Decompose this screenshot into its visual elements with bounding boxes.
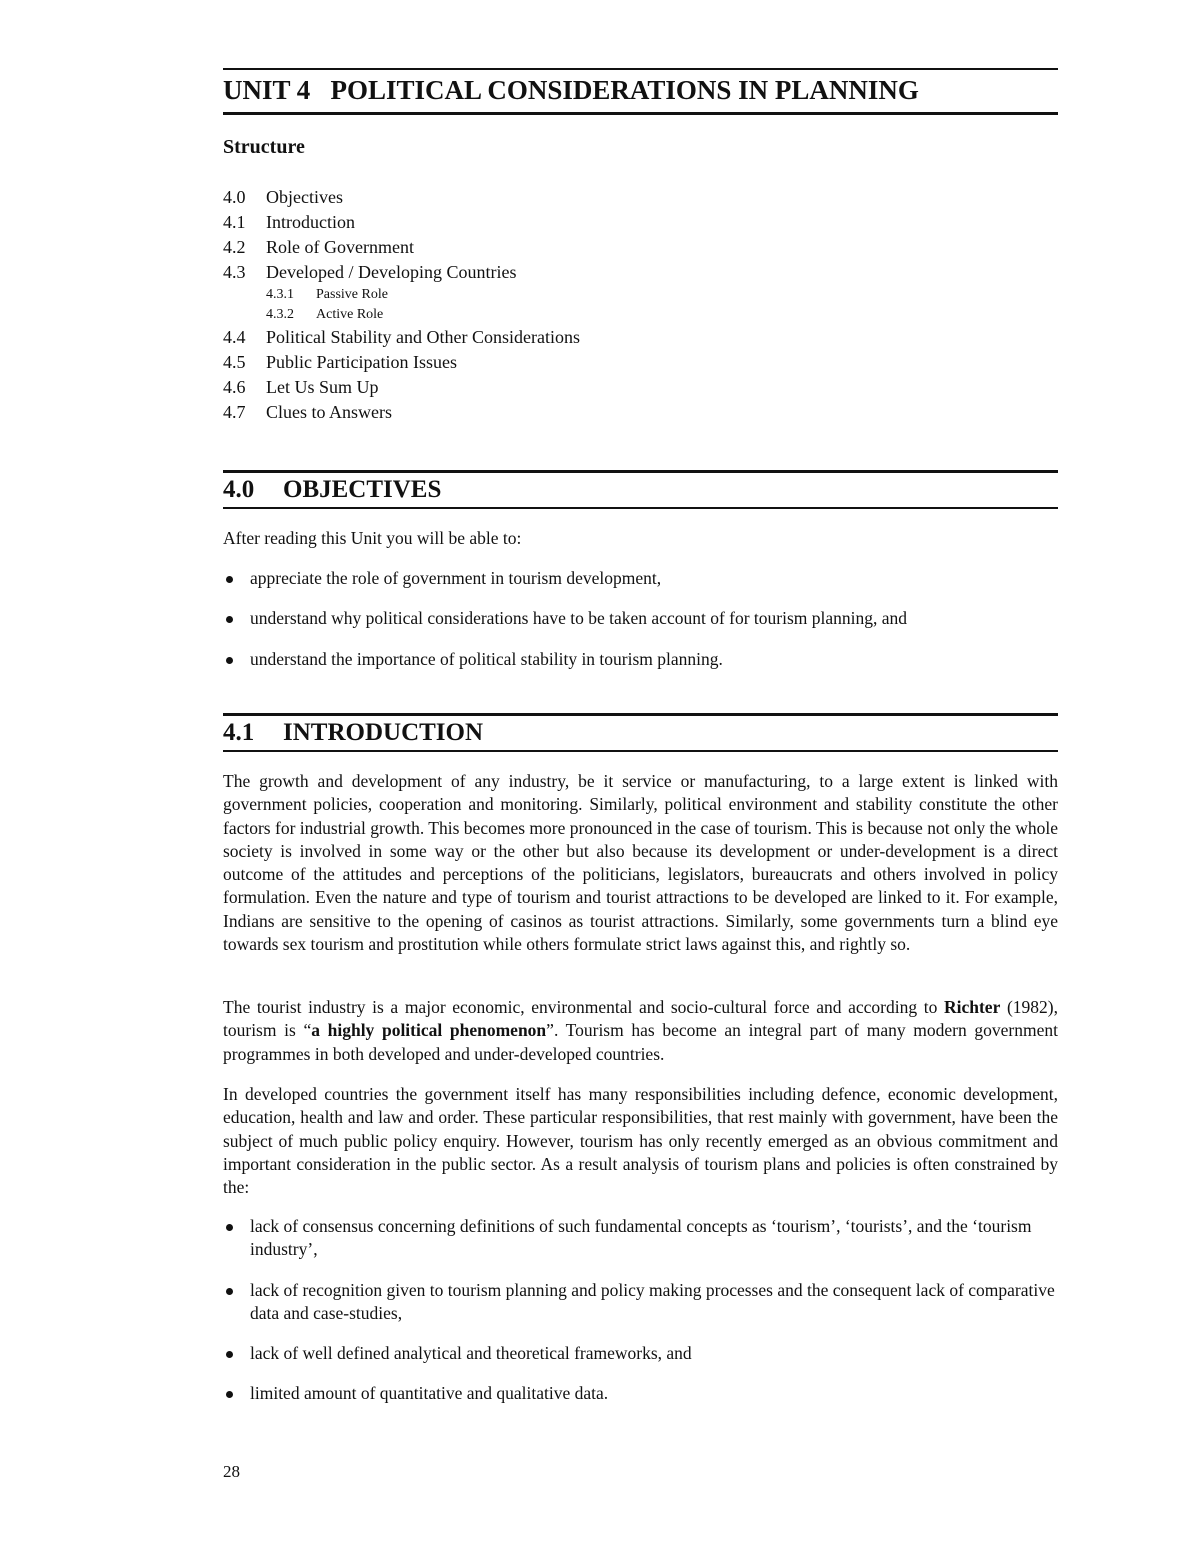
citation-author: Richter <box>943 997 1001 1017</box>
introduction-paragraph-1: The growth and development of any industry, be it service or manufacturing, to a large extent is linked with government policies, cooperation and monitoring. Similarly, political environment and stability constitute the other factors for industrial growth. This becomes more pronounced in the case of tourism. This is because not only the whole society is involved in some way or the other but also because its development or under-development is a direct outcome of the attitudes and perceptions of the politicians, legislators, bureaucrats and others involved in policy formulation. Even the nature and type of tourism and tourist attractions to be developed are linked to it. For example, Indians are sensitive to the opening of casinos as tourist attractions. Similarly, some governments turn a blind eye towards sex tourism and prostitution while others formulate strict laws against this, and rightly so. <box>223 771 1058 955</box>
section-title: INTRODUCTION <box>283 719 484 746</box>
page-number: 28 <box>223 1462 240 1481</box>
bullet-icon <box>226 1288 233 1295</box>
toc-subitem: 4.3.2 Active Role <box>266 307 384 322</box>
constraints-list <box>223 1215 1058 1406</box>
objectives-intro: After reading this Unit you will be able to: <box>223 528 522 548</box>
introduction-paragraph-3: In developed countries the government itself has many responsibilities including defence, economic development, education, health and law and order. These particular responsibilities, that rest mainly with government, have been the subject of much public policy enquiry. However, tourism has only recently emerged as an obvious commitment and important consideration in the public sector. As a result analysis of tourism plans and policies is often constrained by the: <box>223 1084 1058 1198</box>
bullet-icon <box>226 1391 233 1398</box>
list-item: limited amount of quantitative and qualitative data. <box>223 1382 1058 1405</box>
unit-number: UNIT 4 <box>223 75 311 105</box>
bullet-icon <box>226 616 233 623</box>
bullet-icon <box>226 1224 233 1231</box>
table-of-contents <box>223 185 1058 425</box>
toc-item: 4.6 Let Us Sum Up <box>223 377 379 397</box>
unit-title-text: POLITICAL CONSIDERATIONS IN PLANNING <box>330 75 919 105</box>
section-title: OBJECTIVES <box>283 476 442 503</box>
introduction-heading <box>223 713 1058 752</box>
list-item: lack of well defined analytical and theoretical frameworks, and <box>223 1342 1058 1365</box>
section-number: 4.1 <box>223 719 255 746</box>
list-item: understand why political considerations have to be taken account of for tourism planning, and <box>223 607 1058 630</box>
list-item: lack of recognition given to tourism planning and policy making processes and the consequent lack of comparative data and case-studies, <box>223 1279 1058 1326</box>
bullet-icon <box>226 576 233 583</box>
toc-item: 4.0 Objectives <box>223 187 343 207</box>
toc-item: 4.4 Political Stability and Other Considerations <box>223 327 580 347</box>
toc-item: 4.1 Introduction <box>223 212 355 232</box>
toc-item: 4.7 Clues to Answers <box>223 402 392 422</box>
toc-subitem: 4.3.1 Passive Role <box>266 287 388 302</box>
toc-item: 4.5 Public Participation Issues <box>223 352 457 372</box>
structure-heading: Structure <box>223 136 305 158</box>
section-number: 4.0 <box>223 476 255 503</box>
objectives-list <box>223 567 1058 671</box>
bullet-icon <box>226 1351 233 1358</box>
toc-item: 4.3 Developed / Developing Countries <box>223 262 517 282</box>
unit-header <box>223 68 1058 115</box>
bullet-icon <box>226 657 233 664</box>
objectives-heading <box>223 470 1058 509</box>
list-item: appreciate the role of government in tourism development, <box>223 567 1058 590</box>
unit-title <box>223 75 919 106</box>
toc-item: 4.2 Role of Government <box>223 237 414 257</box>
introduction-paragraph-2: The tourist industry is a major economic, environmental and socio-cultural force and according to Richter (1982), tourism is “a highly political phenomenon”. Tourism has become an integral part of many modern government programmes in both developed and under-developed countries. <box>223 997 1059 1064</box>
list-item: understand the importance of political stability in tourism planning. <box>223 648 1058 671</box>
list-item: lack of consensus concerning definitions of such fundamental concepts as ‘tourism’, ‘tourists’, and the ‘tourism industry’, <box>223 1215 1058 1262</box>
quote-text: a highly political phenomenon <box>311 1020 547 1041</box>
